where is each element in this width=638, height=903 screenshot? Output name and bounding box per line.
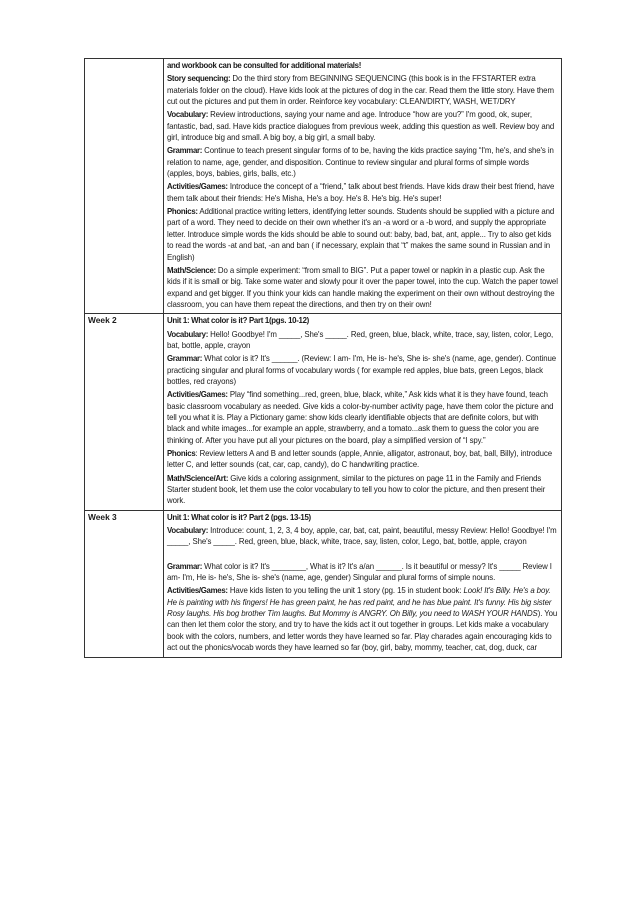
section-grammar: Grammar: What color is it? It's ______. (Review: I am- I'm, He is- he's, She is- she's (name, age, gender). Continue practicing singular and plural forms of vocabulary words ( for example red apples, blue bats, green Legos, black bottles, red crayons) <box>167 354 557 386</box>
lesson-plan-table <box>84 58 562 658</box>
section-grammar: Grammar: What color is it? It's ________, What is it? It's a/an ______. Is it beautiful or messy? It's _____ Review I am- I'm, He is- he's, She is- she's (name, age, gender) Singular and plural forms of simple nouns. <box>167 561 552 583</box>
section-phonics: Phonics: Additional practice writing letters, identifying letter sounds. Students should be supplied with a picture and part of a word. They need to decide on their own whether it's an -a word or a -b word, and supply the appropriate letter. Introduce simple words the kids should be able to sound out: baby, bad, bat, ant, apple... Try to also get kids to read the words -at and bat, -an and ban ( if necessary, explain that “t” makes the same sound in Russian and in English) <box>167 207 555 262</box>
content-cell <box>164 314 562 511</box>
section-grammar: Grammar: Continue to teach present singular forms of to be, having the kids practice saying “I'm, he's, and she's in relation to name, age, gender, and disposition. Continue to review singular and plural forms of simple words (apples, boys, babies, girls, balls, etc.) <box>167 146 554 179</box>
week-cell <box>85 59 164 314</box>
story-text: Look! It's Billy. He's a boy. He is painting with his fingers! He has green paint, he has red paint, and he has blue paint. It's funny. His big sister Rosy laughs. His bog brother Tim laughs. But Mommy is ANGRY. Oh Billy, you need to WASH YOUR HANDS <box>167 586 552 619</box>
section-phonics: Phonics: Review letters A and B and letter sounds (apple, Annie, alligator, astronaut, boy, bat, ball, Billy), introduce letter C, and letter sounds (cat, car, cap, candy), do C handwriting practice. <box>167 449 552 470</box>
section-story: Story sequencing: Do the third story from BEGINNING SEQUENCING (this book is in the FFSTARTER extra materials folder on the cloud). Have kids look at the pictures of dog in the car. Read them the little story. Have them cut out the pictures and put them in order. Reinforce key vocabulary: CLEAN/DIRTY, WASH, WET/DRY <box>167 74 554 107</box>
unit-heading: Unit 1: What color is it? Part 1(pgs. 10-12) <box>167 316 309 326</box>
section-math-science: Math/Science: Do a simple experiment: “from small to BIG”. Put a paper towel or napkin in a plastic cup. Ask the kids if it is small or big. Take some water and slowly pour it over the paper towel, into the cup. Watch the paper towel expand and get bigger. If you think your kids can handle making the experiment on their own without destroying the classroom, you can have them repeat the directions, and then try on their own! <box>167 265 558 309</box>
section-vocabulary: Vocabulary: Hello! Goodbye! I'm _____, She's _____. Red, green, blue, black, white, trace, say, listen, color, Lego, bat, bottle, apple, crayon <box>167 329 554 350</box>
section-math-science-art: Math/Science/Art: Give kids a coloring assignment, similar to the pictures on page 11 in the Family and Friends Starter student book, let them use the color vocabulary to tell you how to color the picture, and then present their work. <box>167 473 546 506</box>
unit-heading: Unit 1: What color is it? Part 2 (pgs. 13-15) <box>167 512 311 522</box>
section-vocabulary: Vocabulary: Introduce: count, 1, 2, 3, 4 boy, apple, car, bat, cat, paint, beautiful, messy Review: Hello! Goodbye! I'm _____, She's _____. Red, green, blue, black, white, trace, say, listen, color, Lego, bat, bottle, apple, crayon <box>167 526 557 547</box>
week-cell: Week 3 <box>85 510 164 657</box>
blank-line <box>167 550 558 561</box>
section-activities: Activities/Games: Have kids listen to you telling the unit 1 story (pg. 15 in student book: Look! It's Billy. He's a boy. He is painting with his fingers! He has green paint, he has red paint, and he has blue paint. It's funny. His big sister Rosy laughs. His bog brother Tim laughs. But Mommy is ANGRY. Oh Billy, you need to WASH YOUR HANDS). You can then let them color the story, and try to have the kids act it out together in groups. Let kids make a vocabulary book with the colors, numbers, and letter words they have learned so far. Play charades again encouraging kids to act out the phonics/vocab words they have learned so far (boy, girl, baby, mommy, teacher, cat, dog, duck, car <box>167 586 558 653</box>
section-activities: Activities/Games: Introduce the concept of a “friend,” talk about best friends. Have kids draw their best friend, have them talk about their friends: He's Misha, He's a boy. He's 8. He's big. He's super! <box>167 182 555 203</box>
row-lead: and workbook can be consulted for additional materials! <box>167 61 362 70</box>
section-vocabulary: Vocabulary: Review introductions, saying your name and age. Introduce “how are you?” I'm good, ok, super, fantastic, bad, sad. Have kids practice dialogues from previous week, adding this question as well. Review boy and girl, introduce big and small. A big boy, a big girl, a small baby. <box>167 110 555 143</box>
table-row <box>85 510 562 657</box>
content-cell <box>164 510 562 657</box>
week-cell: Week 2 <box>85 314 164 511</box>
table-row <box>85 314 562 511</box>
section-activities: Activities/Games: Play “find something...red, green, blue, black, white,” Ask kids what it is they have found, teach basic classroom vocabulary as needed. Give kids a color-by-number activity page, have them color the picture and tell you what it is. Play a Pictionary game: show kids clearly identifiable objects that are definite colors, but with black and white images...for example an apple, strawberry, and a tomato...ask them to guess the color you are thinking of. After you have put all your pictures on the board, play a simplified version of “I spy.” <box>167 390 554 445</box>
content-cell <box>164 59 562 314</box>
table-row <box>85 59 562 314</box>
